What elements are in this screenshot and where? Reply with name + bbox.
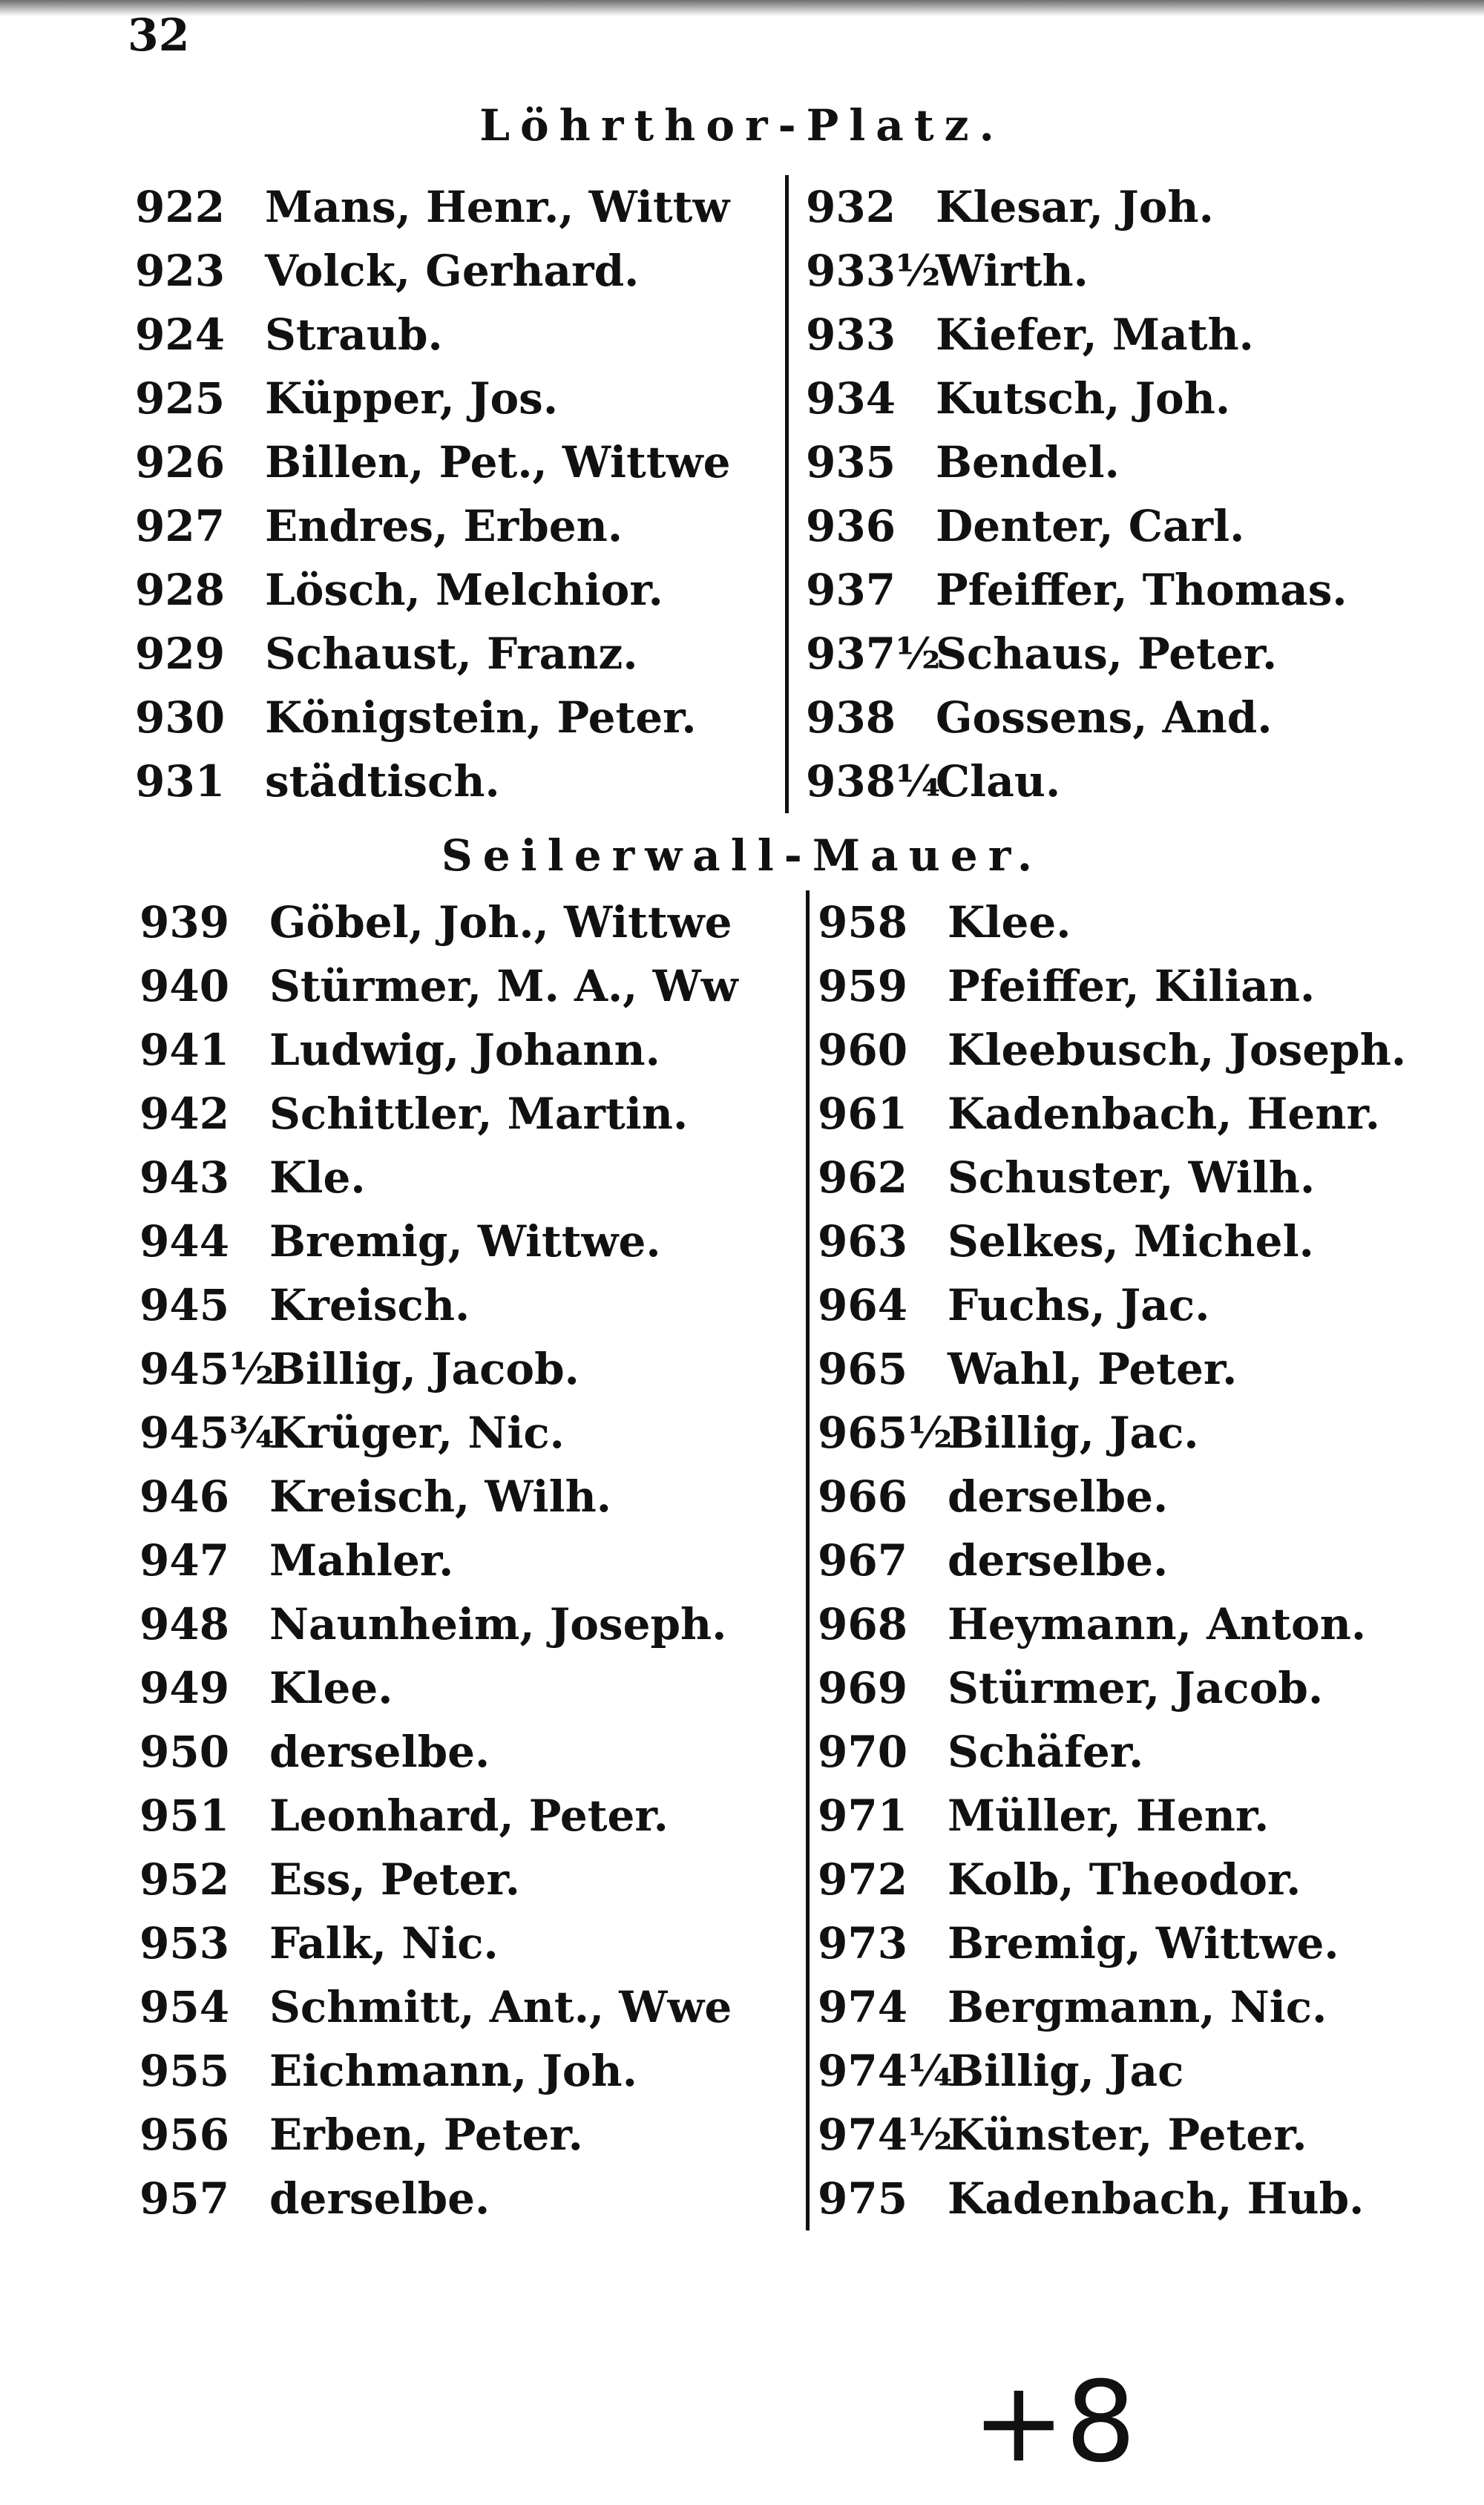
directory-entry — [818, 890, 1406, 954]
house-number: 941 — [139, 1025, 230, 1075]
resident-name: Königstein, Peter. — [265, 692, 697, 743]
directory-entry — [139, 1337, 738, 1401]
resident-name: Kreisch, Wilh. — [269, 1471, 611, 1522]
directory-entry — [806, 749, 1347, 813]
resident-name: Klee. — [269, 1663, 393, 1713]
directory-entry — [139, 1018, 738, 1082]
resident-name: Selkes, Michel. — [948, 1216, 1314, 1267]
directory-entry — [806, 558, 1347, 622]
resident-name: Erben, Peter. — [269, 2110, 583, 2160]
directory-entry — [806, 239, 1347, 303]
resident-name: Schittler, Martin. — [269, 1089, 689, 1139]
directory-entry — [818, 1975, 1406, 2039]
directory-entry — [818, 1401, 1406, 1465]
directory-entry — [818, 1720, 1406, 1784]
house-number: 968 — [818, 1599, 908, 1649]
section-loehrthor-platz — [0, 175, 1484, 813]
resident-name: derselbe. — [269, 2173, 490, 2224]
house-number: 969 — [818, 1663, 908, 1713]
house-number: 974¼ — [818, 2046, 953, 2096]
resident-name: Schaust, Franz. — [265, 628, 638, 679]
resident-name: Bergmann, Nic. — [948, 1982, 1327, 2032]
directory-entry — [139, 1529, 738, 1592]
resident-name: derselbe. — [948, 1471, 1169, 1522]
house-number: 950 — [139, 1727, 230, 1777]
directory-entry — [818, 1018, 1406, 1082]
house-number: 939 — [139, 897, 230, 948]
house-number: 973 — [818, 1918, 908, 1969]
directory-entry — [818, 1848, 1406, 1911]
house-number: 953 — [139, 1918, 230, 1969]
section-title-loehrthor-platz: Löhrthor-Platz. — [479, 100, 1005, 151]
directory-entry — [135, 749, 730, 813]
scan-edge-shadow — [0, 0, 1484, 16]
column-divider — [785, 175, 789, 813]
resident-name: Kadenbach, Henr. — [948, 1089, 1380, 1139]
resident-name: Klesar, Joh. — [936, 182, 1214, 232]
directory-entry — [135, 622, 730, 686]
directory-entry — [139, 1146, 738, 1209]
directory-entry — [139, 2167, 738, 2230]
resident-name: Ess, Peter. — [269, 1854, 520, 1905]
house-number: 945 — [139, 1280, 230, 1330]
resident-name: Kutsch, Joh. — [936, 373, 1231, 424]
resident-name: Kiefer, Math. — [936, 309, 1254, 360]
directory-entry — [818, 2167, 1406, 2230]
directory-entry — [818, 1656, 1406, 1720]
house-number: 927 — [135, 501, 226, 551]
resident-name: Volck, Gerhard. — [265, 246, 640, 296]
directory-entry — [139, 2103, 738, 2167]
house-number: 964 — [818, 1280, 908, 1330]
directory-entry — [818, 1911, 1406, 1975]
resident-name: Göbel, Joh., Wittwe — [269, 897, 732, 948]
house-number: 922 — [135, 182, 226, 232]
directory-entry — [135, 430, 730, 494]
directory-entry — [135, 303, 730, 367]
resident-name: Eichmann, Joh. — [269, 2046, 637, 2096]
resident-name: Endres, Erben. — [265, 501, 623, 551]
directory-entry — [818, 2039, 1406, 2103]
resident-name: Klee. — [948, 897, 1071, 948]
resident-name: Wirth. — [936, 246, 1089, 296]
house-number: 966 — [818, 1471, 908, 1522]
directory-entry — [139, 1592, 738, 1656]
resident-name: Kolb, Theodor. — [948, 1854, 1301, 1905]
house-number: 963 — [818, 1216, 908, 1267]
directory-entry — [806, 494, 1347, 558]
house-number: 958 — [818, 897, 908, 948]
resident-name: Mahler. — [269, 1535, 454, 1586]
house-number: 945½ — [139, 1344, 275, 1394]
resident-name: Billig, Jac — [948, 2046, 1184, 2096]
resident-name: Kadenbach, Hub. — [948, 2173, 1365, 2224]
resident-name: derselbe. — [948, 1535, 1169, 1586]
house-number: 947 — [139, 1535, 230, 1586]
resident-name: Kleebusch, Joseph. — [948, 1025, 1407, 1075]
directory-entry — [818, 1465, 1406, 1529]
resident-name: Billig, Jac. — [948, 1408, 1199, 1458]
house-number: 940 — [139, 961, 230, 1011]
directory-entry — [818, 2103, 1406, 2167]
resident-name: Gossens, And. — [936, 692, 1273, 743]
house-number: 942 — [139, 1089, 230, 1139]
house-number: 965 — [818, 1344, 908, 1394]
directory-entry — [135, 686, 730, 749]
resident-name: Billig, Jacob. — [269, 1344, 580, 1394]
directory-entry — [806, 367, 1347, 430]
directory-entry — [806, 303, 1347, 367]
directory-entry — [139, 1784, 738, 1848]
resident-name: Schaus, Peter. — [936, 628, 1278, 679]
directory-entry — [818, 1146, 1406, 1209]
house-number: 967 — [818, 1535, 908, 1586]
right-column — [818, 890, 1406, 2230]
resident-name: Straub. — [265, 309, 443, 360]
resident-name: Pfeiffer, Kilian. — [948, 961, 1316, 1011]
directory-entry — [818, 1592, 1406, 1656]
house-number: 962 — [818, 1152, 908, 1203]
house-number: 935 — [806, 437, 896, 487]
house-number: 970 — [818, 1727, 908, 1777]
house-number: 937½ — [806, 628, 941, 679]
directory-entry — [818, 1209, 1406, 1273]
handwritten-note: +8 — [972, 2358, 1137, 2487]
resident-name: Küpper, Jos. — [265, 373, 559, 424]
directory-entry — [139, 890, 738, 954]
house-number: 931 — [135, 756, 226, 807]
column-divider — [806, 890, 810, 2230]
house-number: 961 — [818, 1089, 908, 1139]
house-number: 955 — [139, 2046, 230, 2096]
directory-entry — [139, 1465, 738, 1529]
directory-entry — [806, 175, 1347, 239]
resident-name: Falk, Nic. — [269, 1918, 499, 1969]
directory-entry — [818, 1273, 1406, 1337]
resident-name: Kreisch. — [269, 1280, 470, 1330]
resident-name: Bremig, Wittwe. — [269, 1216, 661, 1267]
resident-name: Bremig, Wittwe. — [948, 1918, 1339, 1969]
directory-entry — [139, 1848, 738, 1911]
resident-name: Heymann, Anton. — [948, 1599, 1367, 1649]
directory-entry — [139, 1720, 738, 1784]
resident-name: Naunheim, Joseph. — [269, 1599, 727, 1649]
house-number: 975 — [818, 2173, 908, 2224]
house-number: 946 — [139, 1471, 230, 1522]
resident-name: Pfeiffer, Thomas. — [936, 565, 1347, 615]
house-number: 924 — [135, 309, 226, 360]
directory-entry — [818, 1784, 1406, 1848]
left-column — [135, 175, 730, 813]
house-number: 933½ — [806, 246, 941, 296]
left-column — [139, 890, 738, 2230]
resident-name: Stürmer, Jacob. — [948, 1663, 1324, 1713]
resident-name: Schäfer. — [948, 1727, 1144, 1777]
directory-entry — [806, 686, 1347, 749]
house-number: 938 — [806, 692, 896, 743]
directory-entry — [806, 622, 1347, 686]
house-number: 932 — [806, 182, 896, 232]
house-number: 945¾ — [139, 1408, 275, 1458]
house-number: 971 — [818, 1790, 908, 1841]
house-number: 949 — [139, 1663, 230, 1713]
resident-name: Wahl, Peter. — [948, 1344, 1238, 1394]
house-number: 933 — [806, 309, 896, 360]
house-number: 954 — [139, 1982, 230, 2032]
house-number: 929 — [135, 628, 226, 679]
directory-entry — [139, 954, 738, 1018]
house-number: 951 — [139, 1790, 230, 1841]
house-number: 943 — [139, 1152, 230, 1203]
resident-name: Stürmer, M. A., Ww — [269, 961, 738, 1011]
house-number: 934 — [806, 373, 896, 424]
resident-name: Fuchs, Jac. — [948, 1280, 1210, 1330]
house-number: 974½ — [818, 2110, 953, 2160]
resident-name: Denter, Carl. — [936, 501, 1245, 551]
house-number: 944 — [139, 1216, 230, 1267]
resident-name: Schmitt, Ant., Wwe — [269, 1982, 732, 2032]
house-number: 930 — [135, 692, 226, 743]
directory-entry — [135, 367, 730, 430]
resident-name: Mans, Henr., Wittw — [265, 182, 730, 232]
house-number: 957 — [139, 2173, 230, 2224]
resident-name: derselbe. — [269, 1727, 490, 1777]
house-number: 926 — [135, 437, 226, 487]
resident-name: Clau. — [936, 756, 1061, 807]
resident-name: städtisch. — [265, 756, 500, 807]
directory-entry — [139, 1401, 738, 1465]
directory-entry — [135, 494, 730, 558]
resident-name: Lösch, Melchior. — [265, 565, 663, 615]
directory-entry — [135, 558, 730, 622]
resident-name: Kle. — [269, 1152, 366, 1203]
directory-entry — [139, 1911, 738, 1975]
section-title-seilerwall-mauer: Seilerwall-Mauer. — [441, 830, 1043, 881]
directory-entry — [818, 1082, 1406, 1146]
house-number: 925 — [135, 373, 226, 424]
house-number: 959 — [818, 961, 908, 1011]
house-number: 960 — [818, 1025, 908, 1075]
resident-name: Billen, Pet., Wittwe — [265, 437, 731, 487]
resident-name: Krüger, Nic. — [269, 1408, 565, 1458]
page-number: 32 — [128, 10, 190, 62]
house-number: 965½ — [818, 1408, 953, 1458]
directory-entry — [139, 1975, 738, 2039]
directory-entry — [135, 239, 730, 303]
directory-entry — [139, 1082, 738, 1146]
resident-name: Leonhard, Peter. — [269, 1790, 669, 1841]
house-number: 956 — [139, 2110, 230, 2160]
directory-entry — [818, 1529, 1406, 1592]
house-number: 928 — [135, 565, 226, 615]
resident-name: Bendel. — [936, 437, 1120, 487]
directory-entry — [135, 175, 730, 239]
directory-entry — [139, 1656, 738, 1720]
house-number: 972 — [818, 1854, 908, 1905]
resident-name: Künster, Peter. — [948, 2110, 1307, 2160]
house-number: 923 — [135, 246, 226, 296]
house-number: 938¼ — [806, 756, 941, 807]
directory-entry — [139, 2039, 738, 2103]
resident-name: Schuster, Wilh. — [948, 1152, 1316, 1203]
house-number: 948 — [139, 1599, 230, 1649]
right-column — [806, 175, 1347, 813]
directory-entry — [139, 1273, 738, 1337]
resident-name: Ludwig, Johann. — [269, 1025, 660, 1075]
resident-name: Müller, Henr. — [948, 1790, 1270, 1841]
house-number: 936 — [806, 501, 896, 551]
directory-entry — [139, 1209, 738, 1273]
directory-entry — [818, 1337, 1406, 1401]
house-number: 952 — [139, 1854, 230, 1905]
house-number: 937 — [806, 565, 896, 615]
house-number: 974 — [818, 1982, 908, 2032]
directory-entry — [818, 954, 1406, 1018]
directory-entry — [806, 430, 1347, 494]
section-seilerwall-mauer — [0, 890, 1484, 2230]
